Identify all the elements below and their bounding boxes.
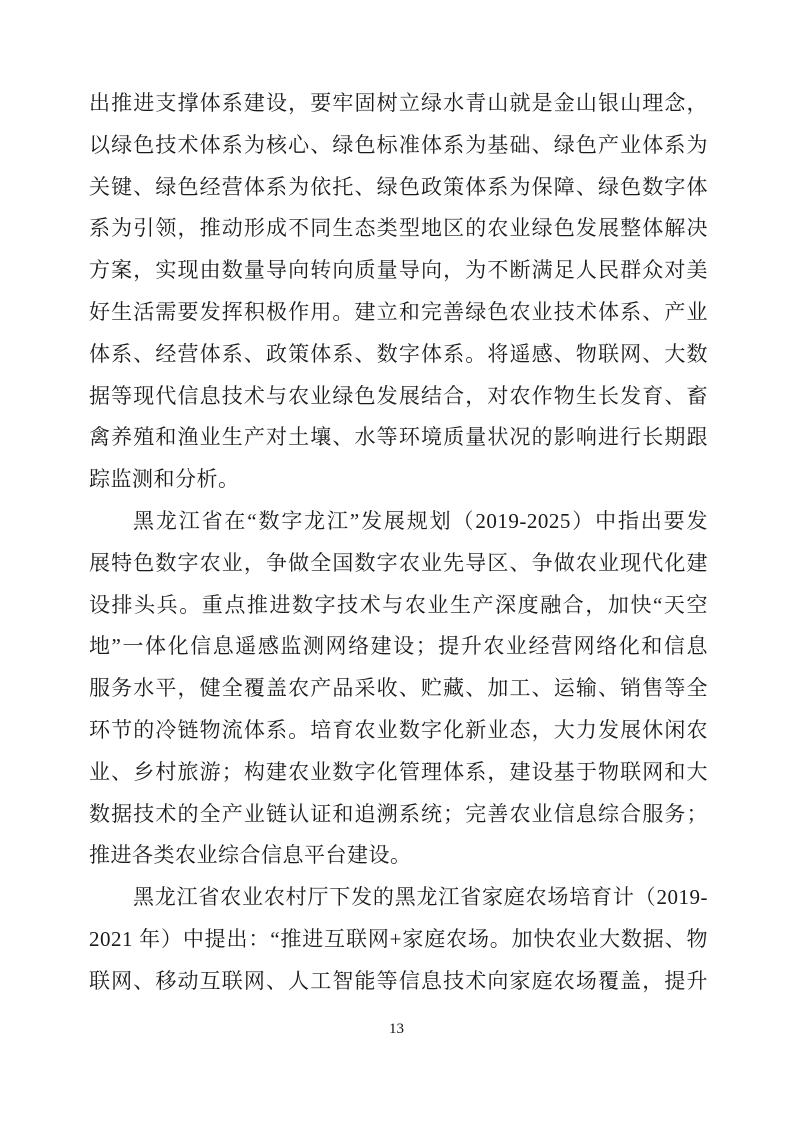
- text-line: 黑龙江省农业农村厅下发的黑龙江省家庭农场培育计（2019-: [133, 885, 708, 910]
- page-number: 13: [389, 1021, 404, 1037]
- text-line: 数据技术的全产业链认证和追溯系统；完善农业信息综合服务；: [89, 801, 708, 826]
- text-line: 以绿色技术体系为核心、绿色标准体系为基础、绿色产业体系为: [89, 132, 708, 157]
- text-line: 推进各类农业综合信息平台建设。: [89, 843, 412, 868]
- text-line: 黑龙江省在“数字龙江”发展规划（2019-2025）中指出要发: [133, 508, 708, 533]
- text-line: 展特色数字农业，争做全国数字农业先导区、争做农业现代化建: [89, 550, 708, 575]
- text-block: [89, 83, 708, 1003]
- text-line: 好生活需要发挥积极作用。建立和完善绿色农业技术体系、产业: [89, 299, 708, 324]
- text-line: 方案，实现由数量导向转向质量导向，为不断满足人民群众对美: [89, 258, 708, 283]
- text-line: 地”一体化信息遥感监测网络建设；提升农业经营网络化和信息: [89, 634, 708, 659]
- text-line: 环节的冷链物流体系。培育农业数字化新业态，大力发展休闲农: [89, 717, 708, 742]
- text-line: 关键、绿色经营体系为依托、绿色政策体系为保障、绿色数字体: [89, 174, 708, 199]
- text-line: 出推进支撑体系建设，要牢固树立绿水青山就是金山银山理念，: [89, 91, 708, 115]
- text-line: 设排头兵。重点推进数字技术与农业生产深度融合，加快“天空: [89, 592, 708, 617]
- text-line: 禽养殖和渔业生产对土壤、水等环境质量状况的影响进行长期跟: [89, 425, 708, 450]
- text-line: 2021 年）中提出：“推进互联网+家庭农场。加快农业大数据、物: [89, 926, 708, 951]
- text-line: 据等现代信息技术与农业绿色发展结合，对农作物生长发育、畜: [89, 383, 708, 408]
- text-line: 服务水平，健全覆盖农产品采收、贮藏、加工、运输、销售等全: [89, 676, 708, 701]
- text-line: 系为引领，推动形成不同生态类型地区的农业绿色发展整体解决: [89, 216, 708, 241]
- paragraph: [89, 877, 708, 1002]
- text-line: 体系、经营体系、政策体系、数字体系。将遥感、物联网、大数: [89, 341, 708, 366]
- paragraph: [89, 83, 708, 501]
- paragraph: [89, 501, 708, 877]
- text-line: 业、乡村旅游；构建农业数字化管理体系，建设基于物联网和大: [89, 759, 708, 784]
- text-line: 踪监测和分析。: [89, 467, 240, 492]
- text-line: 联网、移动互联网、人工智能等信息技术向家庭农场覆盖，提升: [89, 968, 708, 993]
